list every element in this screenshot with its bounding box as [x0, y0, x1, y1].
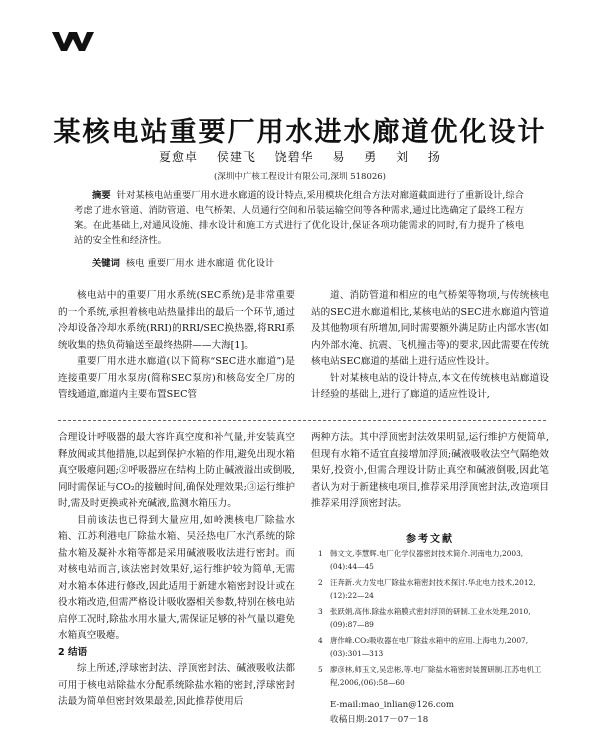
abstract — [74, 188, 524, 248]
affiliation: (深圳中广核工程设计有限公司,深圳 518026) — [214, 172, 386, 182]
reference-text: 唐作峰.CO₂吸收器在电厂除盐水箱中的应用.上海电力,2007,(03):301—313 — [330, 636, 529, 658]
body-lower-right — [311, 430, 549, 513]
author-list: 夏愈卓 侯建飞 饶碧华 易 勇 刘 扬 — [159, 150, 441, 164]
email: E-mail:mao_inlian@126.com — [330, 700, 455, 710]
page-divider — [58, 420, 546, 421]
keywords — [74, 255, 542, 269]
paragraph: 目前该法也已得到大量应用,如岭澳核电厂除盐水箱、江苏利港电厂除盐水箱、吴泾热电厂水汽系统的除盐水箱及凝补水箱等都是采用碱液吸收法进行密封。而对核电站而言,该法密封效果好,运行维护较为简单,无需对水箱本体进行修改,因此适用于新建水箱密封设计或在役水箱改造,但需严格设计吸收器相关参数,特别在核电站启停工况时,除盐水用水量大,需保证足够的补气量以避免水箱真空吸瘪。 — [58, 514, 295, 641]
paragraph: 核电站中的重要厂用水系统(SEC系统)是非常重要的一个系统,承担着核电站热量排出的最后一个环节,通过冷却设备冷却水系统(RRI)的RRI/SEC换热器,将RRI系统收集的热负荷输送至最终热阱——大海[1]。 — [58, 290, 295, 351]
keywords-label: 关键词 — [92, 258, 120, 269]
paper-title: 某核电站重要厂用水进水廊道优化设计 — [53, 117, 547, 148]
abstract-label: 摘要 — [92, 190, 111, 201]
body-lower-left — [58, 430, 295, 711]
article-meta — [330, 698, 454, 728]
keywords-text: 核电 重要厂用水 进水廊道 优化设计 — [125, 258, 275, 269]
reference-number: 3 — [318, 607, 323, 616]
reference-number: 1 — [318, 549, 323, 558]
reference-item — [318, 547, 550, 573]
references-heading: 参考文献 — [406, 534, 454, 545]
section-heading: 2 结语 — [58, 646, 88, 658]
body-upper-right — [311, 288, 549, 404]
received-date: 收稿日期:2017－07－18 — [330, 715, 429, 725]
reference-text: 张跃娟,高伟.除盐水箱膜式密封浮顶的研制.工业水处理,2010,(09):87—89 — [330, 607, 531, 629]
reference-text: 汪奔新.火力发电厂除盐水箱密封技术探讨.华北电力技术,2012,(12):22—24 — [330, 578, 536, 600]
paragraph: 综上所述,浮球密封法、浮顶密封法、碱液吸收法都可用于核电站除盐水分配系统除盐水箱的密封,浮球密封法最为简单但密封效果最差,因此推荐使用后 — [58, 663, 295, 707]
journal-logo-icon — [52, 30, 94, 52]
abstract-text: 针对某核电站重要厂用水进水廊道的设计特点,采用模块化组合方法对廊道截面进行了重新设计,综合考虑了进水管道、消防管道、电气桥架、人员通行空间和吊装运输空间等各种需求,通过比选确定了最终工程方案。在此基础上,对通风设施、排水设计和施工方式进行了优化设计,保证各项功能需求的同时,有力提升了核电站的安全性和经济性。 — [74, 190, 524, 246]
body-upper-left — [58, 288, 295, 404]
reference-text: 韩文文,李慧辉.电厂化学仪器密封技术简介.河南电力,2003,(04):44—45 — [330, 549, 524, 571]
reference-list — [318, 547, 550, 692]
paragraph: 重要厂用水进水廊道(以下简称“SEC进水廊道”)是连接重要厂用水泵房(简称SEC泵房)和核岛安全厂房的管线通道,廊道内主要布置SEC管 — [58, 356, 295, 400]
reference-number: 4 — [318, 636, 323, 645]
paragraph: 道、消防管道和相应的电气桥架等物项,与传统核电站的SEC进水廊道相比,某核电站的SEC进水廊道内管道及其他物项有所增加,同时需要额外满足防止内部水害(如内外部水淹、抗震、飞机撞击等)的要求,因此需要在传统核电站SEC廊道的基础上进行适应性设计。 — [311, 290, 549, 367]
reference-item — [318, 605, 550, 631]
reference-number: 5 — [318, 665, 323, 674]
reference-item — [318, 634, 550, 660]
reference-item — [318, 576, 550, 602]
reference-number: 2 — [318, 578, 323, 587]
reference-item — [318, 663, 550, 689]
paragraph: 合理设计呼吸器的最大容许真空度和补气量,并安装真空释放阀或其他措施,以起到保护水箱的作用,避免出现水箱真空吸瘪问题;②呼吸器应在结构上防止碱液溢出或倒吸,同时需保证与CO₂的接触时间,确保处理效果;③运行维护时,需及时更换或补充碱液,监测水箱压力。 — [58, 432, 295, 509]
reference-text: 廖彦林,师玉文,吴忠彬,等.电厂除盐水箱密封装置研制.江苏电机工程,2006,(06):58—60 — [330, 665, 542, 687]
paragraph: 两种方法。其中浮顶密封法效果明显,运行维护方便简单,但现有水箱不适宜直接增加浮顶;碱液吸收法空气隔绝效果好,投资小,但需合理设计防止真空和碱液倒吸,因此笔者认为对于新建核电项目,推荐采用浮顶密封法,改造项目推荐采用浮顶密封法。 — [311, 432, 549, 509]
paragraph: 针对某核电站的设计特点,本文在传统核电站廊道设计经验的基础上,进行了廊道的适应性设计, — [311, 372, 549, 400]
